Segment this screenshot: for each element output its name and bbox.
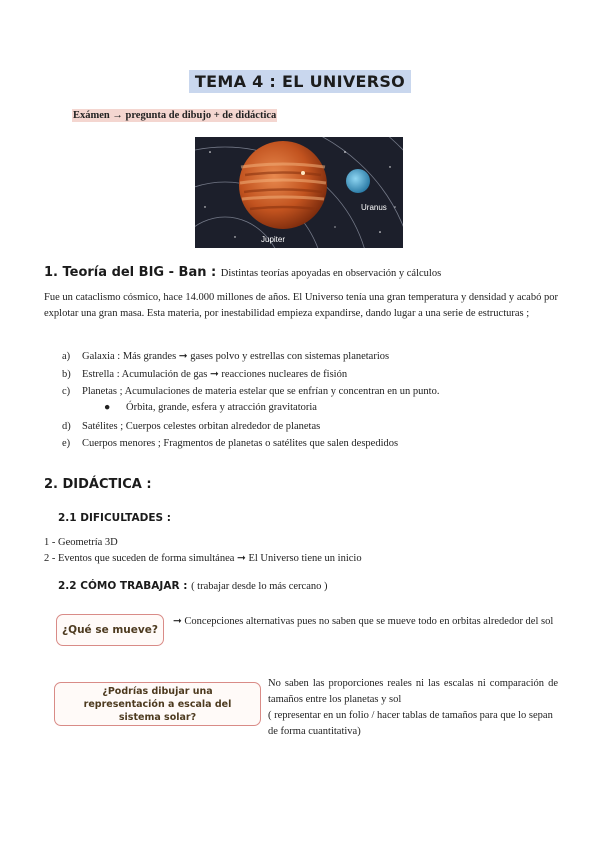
difficulty-line: 1 - Geometría 3D (44, 537, 118, 548)
section-2-1-heading: 2.1 DIFICULTADES : (58, 512, 171, 524)
section-1-subtitle: Distintas teorías apoyadas en observación y cálculos (220, 268, 442, 279)
section-1-heading: 1. Teoría del BIG - Ban : Distintas teorías apoyadas en observación y cálculos (44, 265, 442, 280)
structures-list (62, 348, 439, 453)
callout-2-explanation: No saben las proporciones reales ni las escalas ni comparación de tamaños entre los planetas y sol ( representar en un folio / hacer tablas de tamaños para que lo sepan de forma cuantitativa) (268, 678, 558, 737)
list-item: c) Planetas ; Acumulaciones de materia estelar que se enfrían y concentran en un punto. (62, 386, 440, 397)
difficulty-line: 2 - Eventos que suceden de forma simultánea ➞ El Universo tiene un inicio (44, 553, 362, 564)
list-item: a) Galaxia : Más grandes ➞ gases polvo y estrellas con sistemas planetarios (62, 351, 390, 362)
uranus-label: Uranus (361, 203, 387, 212)
bullet-icon: ● (104, 402, 111, 413)
callout-1-explanation: ➞ Concepciones alternativas pues no saben que se mueve todo en orbitas alrededor del sol (173, 616, 554, 627)
solar-system-image (195, 137, 403, 248)
section-2-2-heading: 2.2 CÓMO TRABAJAR : ( trabajar desde lo más cercano ) (58, 580, 328, 592)
sub-bullet: ● Órbita, grande, esfera y atracción gravitatoria (104, 402, 317, 413)
list-item: b) Estrella : Acumulación de gas ➞ reacciones nucleares de fisión (62, 368, 348, 380)
callout-escala-sistema-solar: ¿Podrías dibujar una representación a escala del sistema solar? (54, 682, 261, 726)
callout-que-se-mueve: ¿Qué se mueve? (56, 614, 164, 646)
list-item: e) Cuerpos menores ; Fragmentos de planetas o satélites que salen despedidos (62, 438, 399, 449)
uranus-planet (346, 169, 370, 193)
planets-illustration (195, 137, 403, 248)
exam-note: Exámen → pregunta de dibujo + de didáctica (73, 110, 277, 121)
jupiter-label: Jupiter (261, 235, 286, 244)
jupiter-planet (239, 141, 327, 229)
big-bang-paragraph: Fue un cataclismo cósmico, hace 14.000 millones de años. El Universo tenía una gran temperatura y densidad y acabó por explotar una gran masa. Esta materia, por inestabilidad empieza expandirse, dando lugar a una serie de estructuras ; (44, 292, 558, 319)
section-2-heading: 2. DIDÁCTICA : (44, 477, 152, 492)
page-title: TEMA 4 : EL UNIVERSO (0, 70, 600, 93)
list-item: d) Satélites ; Cuerpos celestes orbitan alrededor de planetas (62, 420, 321, 432)
section-2-2-subtitle: ( trabajar desde lo más cercano ) (191, 581, 328, 592)
